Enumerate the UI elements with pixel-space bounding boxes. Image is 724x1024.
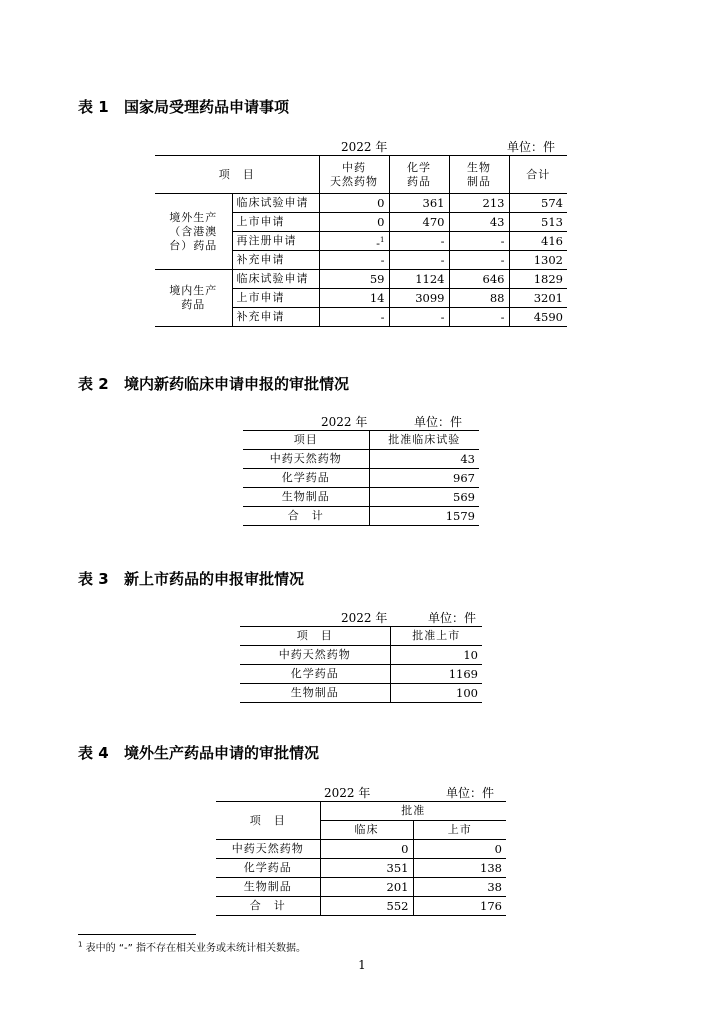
table2-title: 境内新药临床申请申报的审批情况 <box>124 375 350 393</box>
table-row <box>243 507 479 526</box>
table4-cell-market: 0 <box>413 840 506 859</box>
table1-cell-tcm <box>319 232 389 251</box>
table2-number: 表 2 <box>78 375 109 393</box>
table1-cell-bio: - <box>449 251 509 270</box>
table-row <box>216 859 506 878</box>
table-row <box>216 840 506 859</box>
table2-year: 2022 年 <box>321 415 368 429</box>
table2-row-label: 合 计 <box>243 507 369 526</box>
table2-row-label: 生物制品 <box>243 488 369 507</box>
table1-row-label: 再注册申请 <box>232 232 319 251</box>
table1-header-chem-line1: 化学 <box>407 160 431 174</box>
table2-cell-value: 967 <box>369 469 479 488</box>
table1-cell-tcm: 14 <box>319 289 389 308</box>
table4-row-label: 化学药品 <box>216 859 320 878</box>
table2-caption <box>78 373 349 394</box>
table1-cell-bio: 213 <box>449 194 509 213</box>
table1-row-label: 补充申请 <box>232 308 319 327</box>
table1-unit: 单位：件 <box>507 140 556 154</box>
table1-header-total: 合计 <box>509 156 567 194</box>
table2-row-label: 化学药品 <box>243 469 369 488</box>
table1-cell-bio: - <box>449 232 509 251</box>
table1-cell-chem: - <box>389 251 449 270</box>
table2-unit: 单位：件 <box>414 415 463 429</box>
table4-number: 表 4 <box>78 744 109 762</box>
table3-year: 2022 年 <box>341 611 388 625</box>
table1-row-label: 上市申请 <box>232 213 319 232</box>
table1-cell-tcm: - <box>319 251 389 270</box>
table1-row-label: 补充申请 <box>232 251 319 270</box>
table1-cell-tcm-value: - <box>376 235 381 250</box>
table-row <box>243 488 479 507</box>
table4-unit: 单位：件 <box>446 786 495 800</box>
table1-cell-total: 1829 <box>509 270 567 289</box>
table1-cell-bio: 88 <box>449 289 509 308</box>
table1-cell-tcm: 0 <box>319 194 389 213</box>
table3-cell-value: 10 <box>390 646 482 665</box>
table4-header-group: 批准 <box>320 802 506 821</box>
table1-group-foreign-line2: （含港澳 <box>169 224 218 238</box>
table4-caption <box>78 742 319 763</box>
table-row <box>155 194 567 213</box>
table1-cell-chem: - <box>389 232 449 251</box>
table1-row-label: 临床试验申请 <box>232 194 319 213</box>
table1-group-domestic-line1: 境内生产 <box>169 284 218 297</box>
table1-group-domestic <box>155 270 232 327</box>
table-row <box>243 469 479 488</box>
table1-header-chem <box>389 156 449 194</box>
table1-number: 表 1 <box>78 98 109 116</box>
table1-row-label: 上市申请 <box>232 289 319 308</box>
table1-title: 国家局受理药品申请事项 <box>124 98 290 116</box>
table1-row-label: 临床试验申请 <box>232 270 319 289</box>
table4-title: 境外生产药品申请的审批情况 <box>124 744 320 762</box>
footnote-mark: 1 <box>78 940 83 949</box>
table2-row-label: 中药天然药物 <box>243 450 369 469</box>
table3-header-value: 批准上市 <box>390 627 482 646</box>
table4-row-label: 合 计 <box>216 897 320 916</box>
table-row <box>240 646 482 665</box>
table1-cell-total: 574 <box>509 194 567 213</box>
table3-number: 表 3 <box>78 570 109 588</box>
table4-row-label: 中药天然药物 <box>216 840 320 859</box>
table-row <box>216 897 506 916</box>
footnote-text: 表中的 “-” 指不存在相关业务或未统计相关数据。 <box>85 943 306 954</box>
table3-header-item: 项 目 <box>240 627 390 646</box>
footnote-reference: 1 <box>380 235 385 244</box>
table1-cell-total: 3201 <box>509 289 567 308</box>
table4-cell-clinical: 351 <box>320 859 413 878</box>
table1-cell-bio: - <box>449 308 509 327</box>
table4-cell-market: 38 <box>413 878 506 897</box>
table2-cell-value: 569 <box>369 488 479 507</box>
table4-cell-market: 176 <box>413 897 506 916</box>
table4-cell-market: 138 <box>413 859 506 878</box>
footnote-separator <box>78 934 196 935</box>
table1-cell-tcm: 59 <box>319 270 389 289</box>
table1-header-bio-line2: 制品 <box>467 174 491 188</box>
table1-cell-tcm: - <box>319 308 389 327</box>
table1-header-tcm-line1: 中药 <box>342 160 366 174</box>
table1-cell-chem: 470 <box>389 213 449 232</box>
footnote <box>78 939 306 954</box>
table-row <box>240 684 482 703</box>
table-row <box>243 450 479 469</box>
table1-group-foreign-line1: 境外生产 <box>169 210 218 224</box>
table3-cell-value: 100 <box>390 684 482 703</box>
table1-group-foreign <box>155 194 232 270</box>
table2-header-value: 批准临床试验 <box>369 431 479 450</box>
table4-cell-clinical: 0 <box>320 840 413 859</box>
page-number: 1 <box>358 958 366 972</box>
table3 <box>240 626 482 703</box>
table1-cell-chem: - <box>389 308 449 327</box>
table1-cell-chem: 361 <box>389 194 449 213</box>
table3-title: 新上市药品的申报审批情况 <box>124 570 305 588</box>
table-row <box>216 878 506 897</box>
table1-cell-tcm: 0 <box>319 213 389 232</box>
table2-cell-value: 43 <box>369 450 479 469</box>
table4-year: 2022 年 <box>324 786 371 800</box>
table1-header-bio-line1: 生物 <box>467 160 491 174</box>
table1-header-bio <box>449 156 509 194</box>
table2-header-item: 项目 <box>243 431 369 450</box>
table3-row-label: 化学药品 <box>240 665 390 684</box>
table2-cell-value: 1579 <box>369 507 479 526</box>
table1-caption <box>78 96 289 117</box>
table1-group-domestic-line2: 药品 <box>181 298 206 311</box>
table1 <box>155 155 567 327</box>
table1-year: 2022 年 <box>341 140 388 154</box>
table1-cell-total: 416 <box>509 232 567 251</box>
table4-header-market: 上市 <box>413 821 506 840</box>
table1-cell-total: 4590 <box>509 308 567 327</box>
table-row <box>155 270 567 289</box>
table3-row-label: 中药天然药物 <box>240 646 390 665</box>
table3-row-label: 生物制品 <box>240 684 390 703</box>
table1-cell-chem: 1124 <box>389 270 449 289</box>
table2 <box>243 430 479 526</box>
table4-cell-clinical: 552 <box>320 897 413 916</box>
table1-group-foreign-line3: 台）药品 <box>169 238 218 252</box>
table4-header-item: 项 目 <box>216 802 320 840</box>
table3-cell-value: 1169 <box>390 665 482 684</box>
table3-unit: 单位：件 <box>428 611 477 625</box>
table4-header-clinical: 临床 <box>320 821 413 840</box>
table1-cell-bio: 43 <box>449 213 509 232</box>
table1-cell-bio: 646 <box>449 270 509 289</box>
table1-header-tcm <box>319 156 389 194</box>
table1-header-item: 项 目 <box>155 156 319 194</box>
table4-row-label: 生物制品 <box>216 878 320 897</box>
table1-cell-total: 1302 <box>509 251 567 270</box>
table-row <box>240 665 482 684</box>
table4-cell-clinical: 201 <box>320 878 413 897</box>
table1-header-chem-line2: 药品 <box>407 174 431 188</box>
table1-cell-total: 513 <box>509 213 567 232</box>
table1-cell-chem: 3099 <box>389 289 449 308</box>
table1-header-tcm-line2: 天然药物 <box>330 174 378 188</box>
table3-caption <box>78 568 304 589</box>
table4 <box>216 801 506 916</box>
